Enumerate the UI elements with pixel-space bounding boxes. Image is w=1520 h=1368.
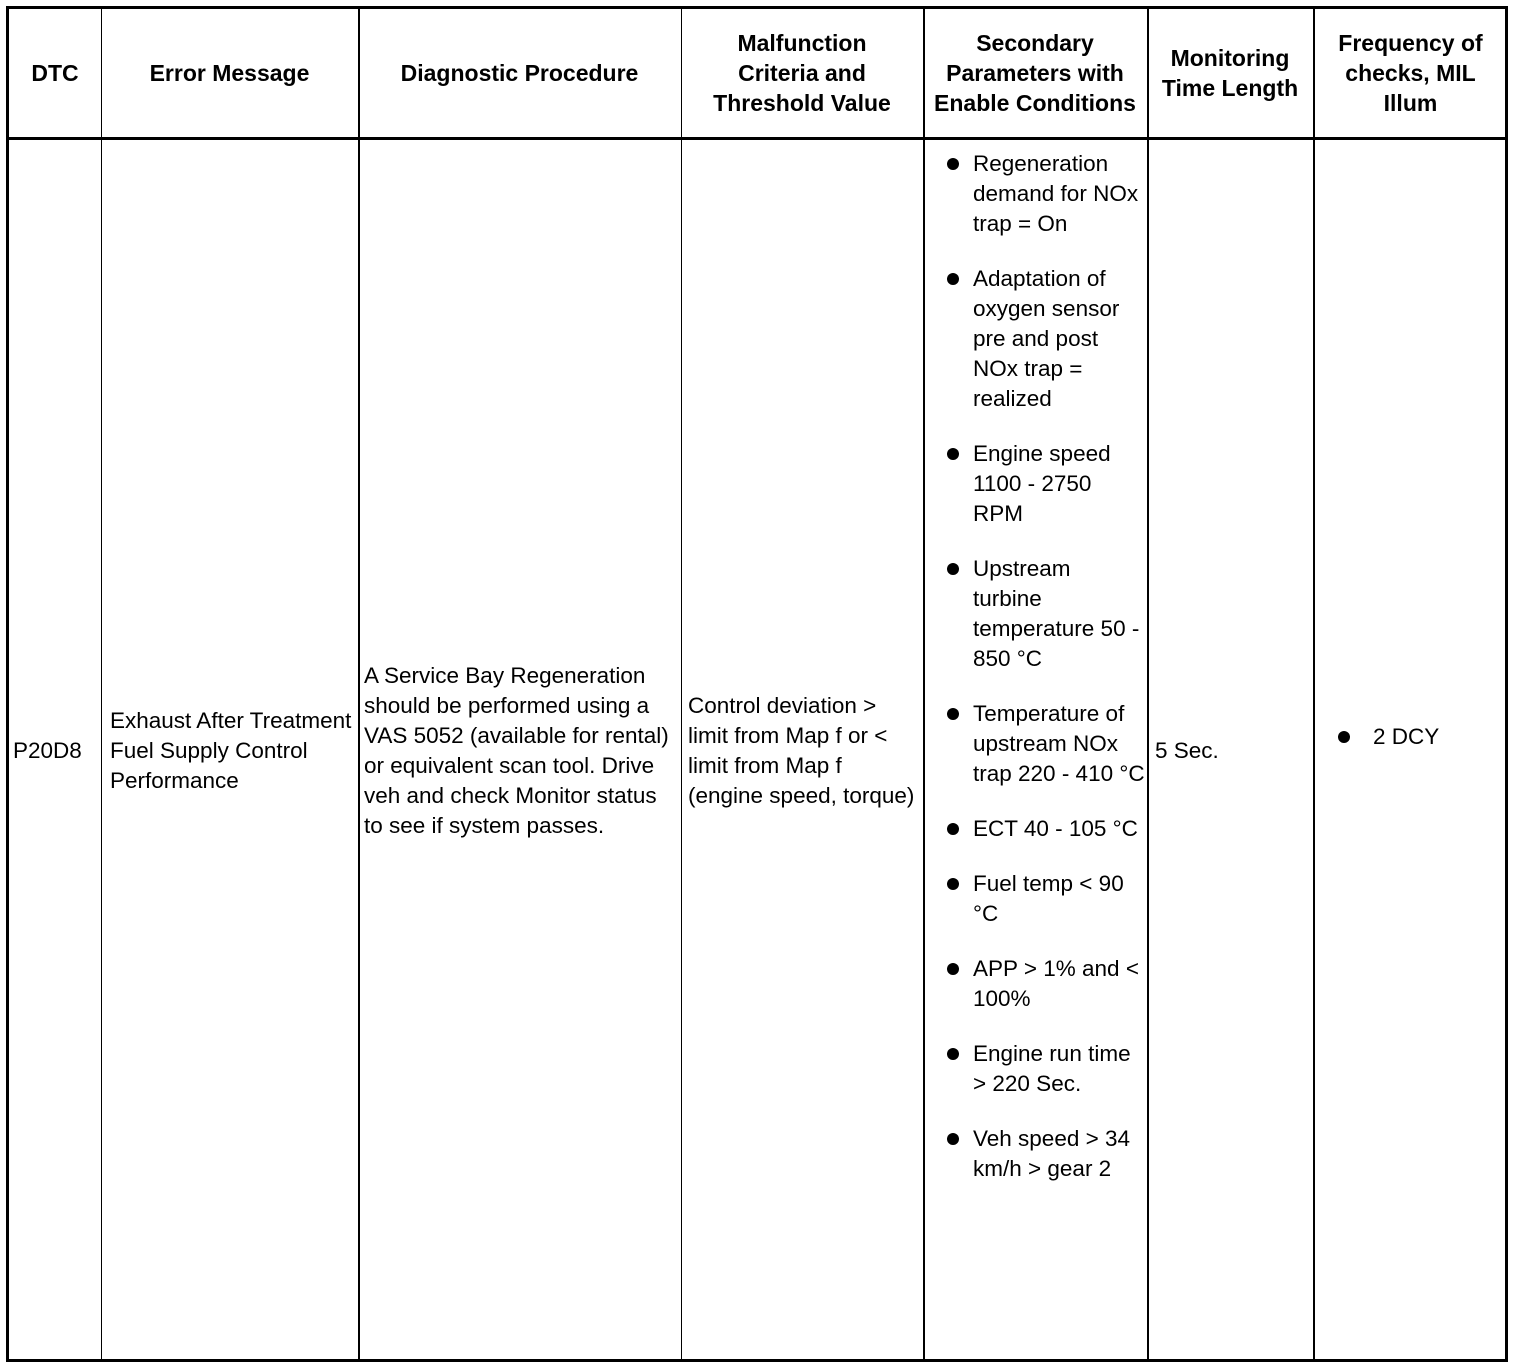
- bullet-icon: [947, 273, 959, 285]
- frequency-list: [1313, 722, 1439, 752]
- cell-malfunction-criteria: [681, 143, 923, 1359]
- bullet-icon: [1338, 731, 1350, 743]
- error-message-text: Exhaust After Treatment Fuel Supply Control Performance: [110, 708, 352, 793]
- bullet-icon: [947, 563, 959, 575]
- list-item: [923, 699, 1145, 789]
- header-monitoring-time: Monitoring Time Length: [1161, 45, 1299, 101]
- list-item: [923, 954, 1145, 1014]
- cell-error-message: [101, 143, 358, 1359]
- monitoring-time-text: 5 Sec.: [1155, 738, 1219, 763]
- list-item: [923, 814, 1145, 844]
- bullet-icon: [947, 448, 959, 460]
- parameter-text: Engine run time > 220 Sec.: [973, 1041, 1131, 1096]
- list-item: [1313, 722, 1439, 752]
- parameter-text: Veh speed > 34 km/h > gear 2: [973, 1126, 1131, 1181]
- header-frequency: Frequency of checks, MIL Illum: [1338, 30, 1483, 116]
- list-item: [923, 554, 1145, 674]
- cell-dtc: [9, 143, 101, 1359]
- header-error-message: Error Message: [149, 60, 310, 86]
- parameter-text: ECT 40 - 105 °C: [973, 816, 1138, 841]
- frequency-text: 2 DCY: [1373, 724, 1440, 749]
- parameter-text: Fuel temp < 90 °C: [973, 871, 1124, 926]
- bullet-icon: [947, 708, 959, 720]
- bullet-icon: [947, 158, 959, 170]
- bullet-icon: [947, 1133, 959, 1145]
- parameter-text: APP > 1% and < 100%: [973, 956, 1139, 1011]
- header-secondary-parameters: Secondary Parameters with Enable Conditions: [934, 30, 1136, 116]
- parameter-text: Regeneration demand for NOx trap = On: [973, 151, 1139, 236]
- parameter-text: Upstream turbine temperature 50 - 850 °C: [973, 556, 1140, 671]
- header-malfunction-criteria: Malfunction Criteria and Threshold Value: [713, 30, 891, 116]
- diagnostic-procedure-text: A Service Bay Regeneration should be performed using a VAS 5052 (available for rental) or equivalent scan tool. Drive veh and check Monitor status to see if system passes.: [364, 663, 669, 838]
- list-item: [923, 149, 1145, 239]
- cell-frequency: [1313, 143, 1508, 1331]
- bullet-icon: [947, 1048, 959, 1060]
- header-diagnostic-procedure: Diagnostic Procedure: [400, 60, 639, 86]
- cell-monitoring-time: [1147, 143, 1313, 1359]
- header-dtc: DTC: [31, 60, 79, 86]
- bullet-icon: [947, 823, 959, 835]
- cell-diagnostic-procedure: [358, 143, 681, 1359]
- parameter-text: Temperature of upstream NOx trap 220 - 410 °C: [973, 701, 1145, 786]
- dtc-code: P20D8: [13, 738, 82, 763]
- parameter-text: Engine speed 1100 - 2750 RPM: [973, 441, 1111, 526]
- list-item: [923, 264, 1145, 414]
- bullet-icon: [947, 963, 959, 975]
- secondary-parameters-list: [923, 149, 1147, 1184]
- cell-secondary-parameters: [923, 143, 1147, 1359]
- bullet-icon: [947, 878, 959, 890]
- malfunction-criteria-text: Control deviation > limit from Map f or < limit from Map f (engine speed, torque): [688, 693, 915, 808]
- list-item: [923, 1124, 1145, 1184]
- list-item: [923, 869, 1145, 929]
- dtc-table: [6, 6, 1508, 1362]
- list-item: [923, 439, 1145, 529]
- list-item: [923, 1039, 1145, 1099]
- parameter-text: Adaptation of oxygen sensor pre and post NOx trap = realized: [973, 266, 1120, 411]
